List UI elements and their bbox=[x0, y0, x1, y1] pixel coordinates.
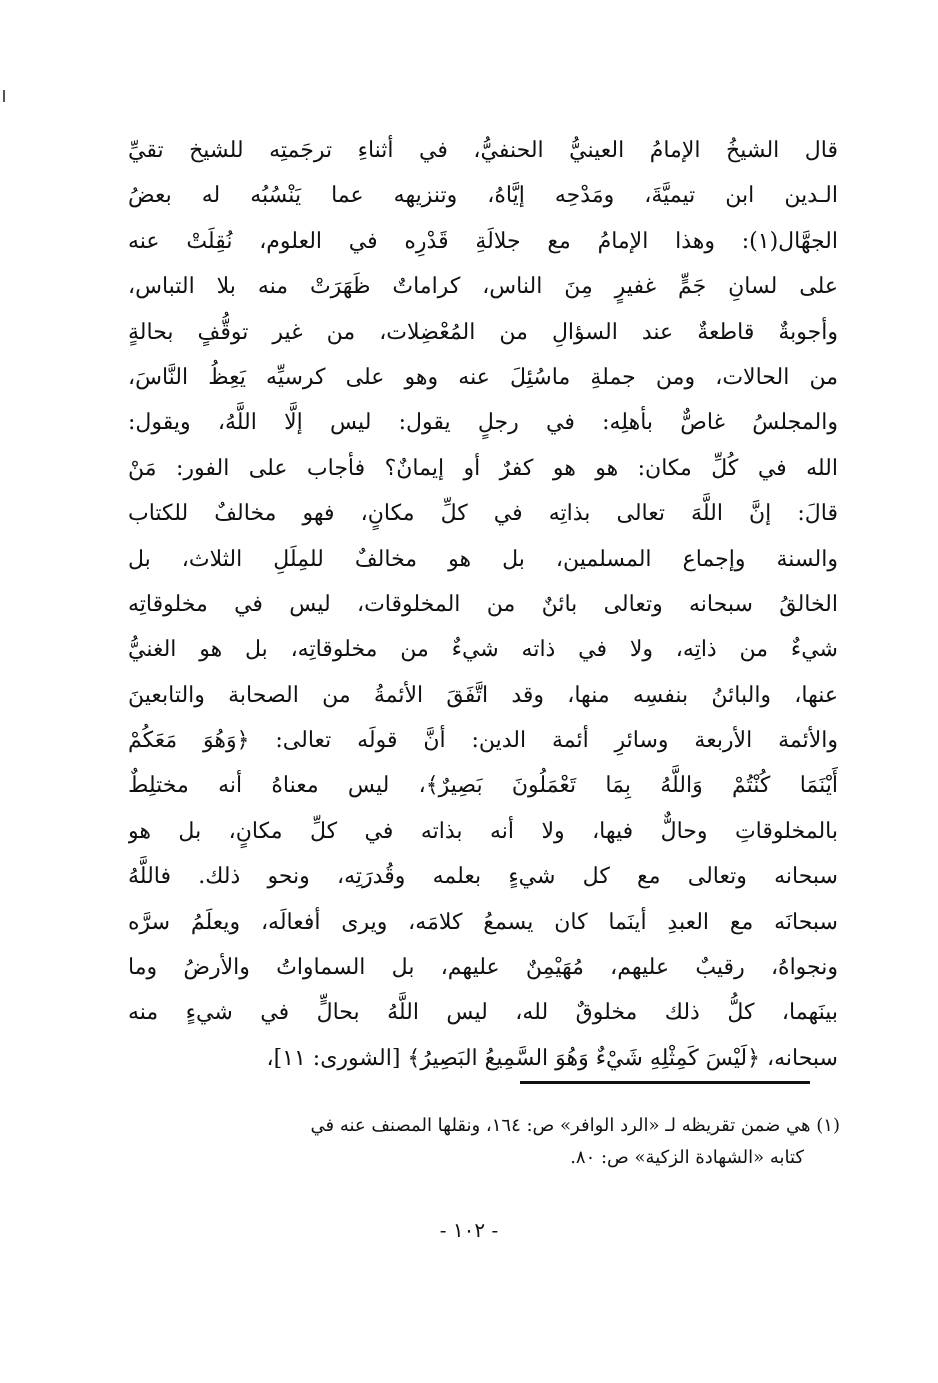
text-line: الله في كُلِّ مكان: هو هو كفرٌ أو إيمانٌ؟ فأجاب على الفور: مَنْ bbox=[128, 455, 838, 481]
text-line: قالَ: إنَّ اللَّهَ تعالى بذاتِه في كلِّ مكانٍ، فهو مخالفٌ للكتاب bbox=[128, 501, 838, 527]
text-line: على لسانِ جَمٍّ غفيرٍ مِنَ الناس، كراماتٌ ظَهَرَتْ منه بلا التباس، bbox=[128, 274, 838, 300]
text-line: والسنة وإجماع المسلمين، بل هو مخالفٌ للمِلَلِ الثلاث، بل bbox=[128, 546, 838, 572]
page-number: - ١٠٢ - bbox=[439, 1218, 499, 1242]
text-line: والمجلسُ غاصٌّ بأهلِه: في رجلٍ يقول: ليس إلَّا اللَّهُ، ويقول: bbox=[128, 410, 838, 436]
scan-mark bbox=[3, 90, 5, 102]
text-line: ونجواهُ، رقيبٌ عليهم، مُهَيْمِنٌ عليهم، بل السماواتُ والأرضُ وما bbox=[128, 955, 838, 981]
text-line: عنها، والبائنُ بنفسِه منها، وقد اتَّفَقَ الأئمةُ من الصحابة والتابعينَ bbox=[128, 682, 838, 708]
footnote-line: (١) هي ضمن تقريظه لـ «الرد الوافر» ص: ١٦٤، ونقلها المصنف عنه في bbox=[310, 1115, 840, 1136]
footnote-divider bbox=[520, 1081, 810, 1084]
text-line: والأئمة الأربعة وسائرِ أئمة الدين: أنَّ قولَه تعالى: ﴿وَهُوَ مَعَكُمْ bbox=[128, 728, 838, 754]
text-line: الـدين ابن تيميَّةَ، ومَدْحِه إيَّاهُ، وتنزيهه عما يَنْسُبُه له بعضُ bbox=[128, 183, 838, 209]
text-line: سبحانَه مع العبدِ أينَما كان يسمعُ كلامَه، ويرى أفعالَه، ويعلَمُ سرَّه bbox=[128, 909, 838, 935]
text-line: أَيْنَمَا كُنْتُمْ وَاللَّهُ بِمَا تَعْمَلُونَ بَصِيرٌ﴾، ليس معناهُ أنه مختلِطٌ bbox=[128, 773, 838, 799]
main-text-block bbox=[128, 128, 838, 1081]
text-line: الجهَّال(١): وهذا الإمامُ مع جلالَةِ قَدْرِه في العلوم، نُقِلَتْ عنه bbox=[128, 228, 838, 254]
text-line: سبحانه وتعالى مع كل شيءٍ بعلمه وقُدرَتِه، ونحو ذلك. فاللَّهُ bbox=[128, 864, 838, 890]
text-line: قال الشيخُ الإمامُ العينيُّ الحنفيُّ، في أثناءِ ترجَمتِه للشيخ تقيِّ bbox=[128, 138, 838, 163]
text-line: شيءٌ من ذاتِه، ولا في ذاته شيءٌ من مخلوقاتِه، بل هو الغنيُّ bbox=[128, 637, 838, 663]
text-line: وأجوبةٌ قاطعةٌ عند السؤالِ من المُعْضِلات، من غير توقُّفٍ بحالةٍ bbox=[128, 319, 838, 345]
text-line: الخالقُ سبحانه وتعالى بائنٌ من المخلوقات، ليس في مخلوقاتِه bbox=[128, 591, 838, 617]
text-line: سبحانه، ﴿لَيْسَ كَمِثْلِهِ شَيْءٌ وَهُوَ السَّمِيعُ البَصِيرُ﴾ [الشورى: ١١]، bbox=[266, 1045, 838, 1071]
text-line: بالمخلوقاتِ وحالٌّ فيها، ولا أنه بذاته في كلِّ مكانٍ، بل هو bbox=[128, 818, 838, 844]
text-line: من الحالات، ومن جملةِ ماسُئِلَ عنه وهو على كرسيِّه يَعِظُ النَّاسَ، bbox=[128, 364, 838, 390]
footnote-line: كتابه «الشهادة الزكية» ص: ٨٠. bbox=[570, 1147, 804, 1168]
footnote bbox=[130, 1110, 840, 1174]
text-line: بينَهما، كلُّ ذلك مخلوقٌ لله، ليس اللَّهُ بحالٍّ في شيءٍ منه bbox=[128, 1000, 838, 1026]
